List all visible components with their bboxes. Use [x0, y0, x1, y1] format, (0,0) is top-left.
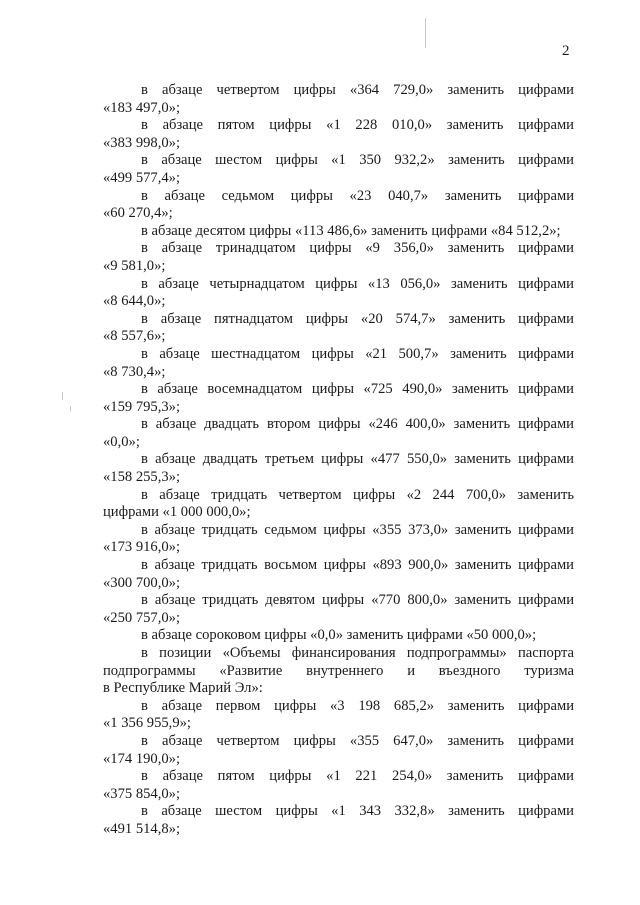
- paragraph-continuation: «159 795,3»;: [103, 398, 181, 415]
- amendment-paragraph: [103, 557, 574, 592]
- paragraph-continuation: «300 700,0»;: [103, 574, 181, 591]
- paragraph-continuation: «250 757,0»;: [103, 609, 181, 626]
- amendment-paragraph: [103, 487, 574, 522]
- paragraph-continuation: «158 255,3»;: [103, 469, 181, 486]
- paragraph-first-line: в абзаце шестом цифры «1 343 332,8» заменить цифрами: [141, 803, 574, 820]
- paragraph-first-line: в абзаце восемнадцатом цифры «725 490,0» заменить цифрами: [141, 381, 574, 398]
- amendment-paragraph: [103, 117, 574, 152]
- document-body: [103, 82, 574, 839]
- amendment-paragraph: [103, 416, 574, 451]
- paragraph-first-line: в абзаце пятнадцатом цифры «20 574,7» заменить цифрами: [141, 310, 574, 327]
- paragraph-first-line: в абзаце седьмом цифры «23 040,7» заменить цифрами: [141, 187, 574, 204]
- paragraph-first-line: в абзаце пятом цифры «1 221 254,0» заменить цифрами: [141, 768, 574, 785]
- amendment-paragraph: [103, 276, 574, 311]
- paragraph-continuation: «499 577,4»;: [103, 169, 181, 186]
- paragraph-first-line: в абзаце двадцать втором цифры «246 400,0» заменить цифрами: [141, 416, 574, 433]
- amendment-paragraph: [103, 698, 574, 733]
- position-block: [103, 645, 574, 698]
- paragraph-continuation: «8 557,6»;: [103, 328, 166, 345]
- paragraph-first-line: в абзаце десятом цифры «113 486,6» заменить цифрами «84 512,2»;: [141, 222, 561, 239]
- amendment-paragraph: [103, 733, 574, 768]
- paragraph-continuation: «375 854,0»;: [103, 785, 181, 802]
- amendment-paragraph: [103, 188, 574, 223]
- amendment-paragraph: [103, 311, 574, 346]
- paragraph-continuation: «174 190,0»;: [103, 750, 181, 767]
- paragraph-continuation: «0,0»;: [103, 433, 140, 450]
- amendment-paragraph: [103, 381, 574, 416]
- amendment-paragraph: [103, 223, 574, 241]
- paragraph-continuation: цифрами «1 000 000,0»;: [103, 504, 251, 521]
- position-line-1: в позиции «Объемы финансирования подпрограммы» паспорта: [141, 645, 574, 661]
- position-line-2: подпрограммы «Развитие внутреннего и въездного туризма: [103, 662, 574, 679]
- amendment-list-2: [103, 698, 574, 839]
- paragraph-first-line: в абзаце четвертом цифры «355 647,0» заменить цифрами: [141, 732, 574, 749]
- amendment-list-1: [103, 82, 574, 645]
- paragraph-first-line: в абзаце сороковом цифры «0,0» заменить цифрами «50 000,0»;: [141, 627, 537, 644]
- paragraph-first-line: в абзаце шестом цифры «1 350 932,2» заменить цифрами: [141, 152, 574, 169]
- paragraph-continuation: «173 916,0»;: [103, 539, 181, 556]
- paragraph-continuation: «183 497,0»;: [103, 99, 181, 116]
- paragraph-continuation: «60 270,4»;: [103, 205, 173, 222]
- amendment-paragraph: [103, 152, 574, 187]
- paragraph-first-line: в абзаце пятом цифры «1 228 010,0» заменить цифрами: [141, 117, 574, 134]
- paragraph-continuation: «9 581,0»;: [103, 257, 166, 274]
- paragraph-continuation: «491 514,8»;: [103, 820, 181, 837]
- paragraph-first-line: в абзаце шестнадцатом цифры «21 500,7» заменить цифрами: [141, 345, 574, 362]
- amendment-paragraph: [103, 803, 574, 838]
- paragraph-first-line: в абзаце тридцать четвертом цифры «2 244 700,0» заменить: [141, 486, 574, 503]
- paragraph-continuation: «383 998,0»;: [103, 134, 181, 151]
- paragraph-first-line: в абзаце двадцать третьем цифры «477 550,0» заменить цифрами: [141, 451, 574, 468]
- paragraph-continuation: «1 356 955,9»;: [103, 715, 191, 732]
- paragraph-first-line: в абзаце четырнадцатом цифры «13 056,0» заменить цифрами: [141, 275, 574, 292]
- amendment-paragraph: [103, 82, 574, 117]
- paragraph-first-line: в абзаце тридцать седьмом цифры «355 373,0» заменить цифрами: [141, 521, 574, 538]
- amendment-paragraph: [103, 627, 574, 645]
- amendment-paragraph: [103, 522, 574, 557]
- paragraph-continuation: «8 730,4»;: [103, 363, 166, 380]
- scan-mark: [425, 18, 426, 48]
- paragraph-first-line: в абзаце тринадцатом цифры «9 356,0» заменить цифрами: [141, 240, 574, 257]
- paragraph-first-line: в абзаце первом цифры «3 198 685,2» заменить цифрами: [141, 697, 574, 714]
- scan-mark: [62, 392, 63, 400]
- page-number: 2: [562, 43, 570, 59]
- amendment-paragraph: [103, 768, 574, 803]
- paragraph-first-line: в абзаце тридцать девятом цифры «770 800,0» заменить цифрами: [141, 592, 574, 609]
- amendment-paragraph: [103, 451, 574, 486]
- scan-mark: [70, 406, 71, 411]
- amendment-paragraph: [103, 592, 574, 627]
- amendment-paragraph: [103, 346, 574, 381]
- position-line-3: в Республике Марий Эл»:: [103, 680, 263, 697]
- paragraph-first-line: в абзаце четвертом цифры «364 729,0» заменить цифрами: [141, 82, 574, 98]
- amendment-paragraph: [103, 240, 574, 275]
- paragraph-first-line: в абзаце тридцать восьмом цифры «893 900,0» заменить цифрами: [141, 557, 574, 574]
- paragraph-continuation: «8 644,0»;: [103, 293, 166, 310]
